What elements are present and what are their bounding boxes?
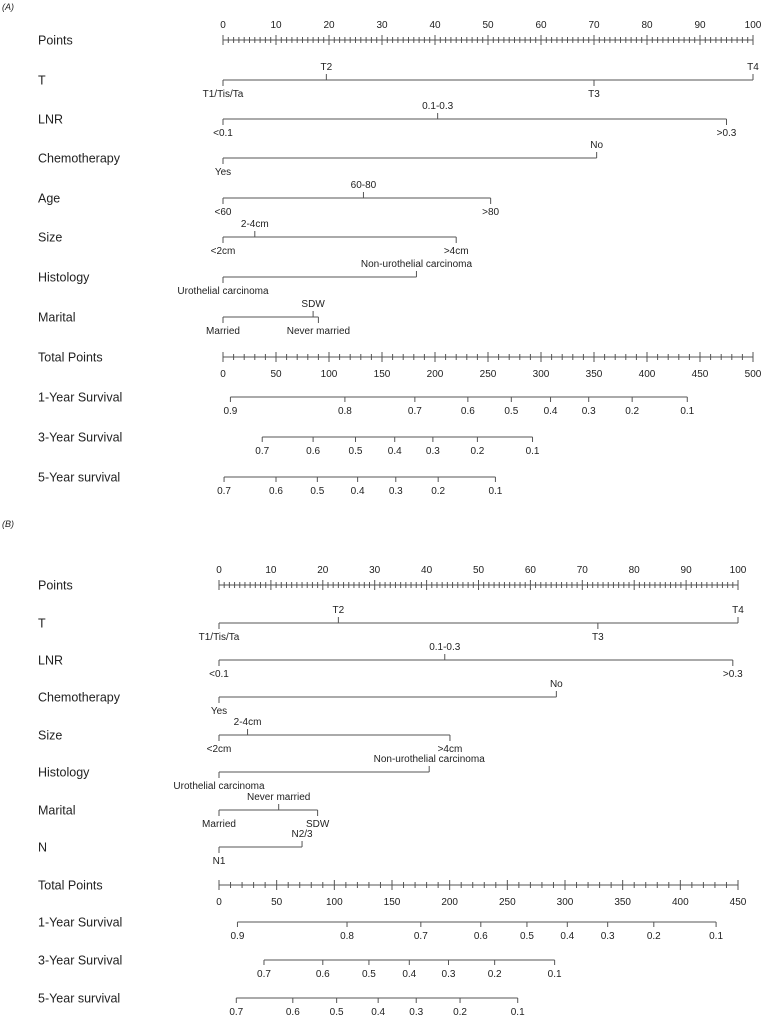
level-label: Urothelial carcinoma [173, 781, 265, 792]
survival-tick-label: 0.1 [709, 931, 724, 942]
survival-tick-label: 0.2 [646, 931, 661, 942]
survival-tick-label: 0.7 [257, 969, 271, 980]
survival-tick-label: 0.4 [371, 1007, 386, 1015]
row-label: Marital [38, 310, 76, 325]
tick-label: 200 [441, 897, 459, 908]
level-label: >0.3 [722, 669, 743, 680]
row-label: LNR [38, 653, 64, 668]
survival-tick-label: 0.5 [348, 446, 363, 457]
level-label: T3 [588, 89, 600, 100]
row-label: T [38, 616, 46, 631]
tick-label: 100 [320, 369, 338, 380]
row-label: LNR [38, 112, 64, 127]
survival-tick-label: 0.3 [409, 1007, 424, 1015]
survival-tick-label: 0.7 [229, 1007, 244, 1015]
level-label: SDW [301, 299, 325, 310]
row-label: Age [38, 191, 61, 206]
row-label: Size [38, 728, 63, 743]
survival-tick-label: 0.2 [487, 969, 502, 980]
level-label: T2 [320, 62, 333, 73]
tick-label: 70 [576, 565, 588, 576]
level-label: T1/Tis/Ta [202, 89, 244, 100]
tick-label: 450 [691, 369, 709, 380]
survival-tick-label: 0.5 [329, 1007, 344, 1015]
row-label: 3-Year Survival [38, 953, 123, 968]
level-label: Never married [247, 792, 311, 803]
survival-tick-label: 0.7 [255, 446, 270, 457]
tick-label: 40 [421, 565, 433, 576]
level-label: T1/Tis/Ta [198, 632, 240, 643]
row-label: Histology [38, 765, 90, 780]
tick-label: 100 [729, 565, 747, 576]
survival-tick-label: 0.6 [315, 969, 330, 980]
row-label: Histology [38, 270, 90, 285]
level-label: <2cm [210, 246, 236, 257]
level-label: No [549, 679, 563, 690]
tick-label: 50 [270, 369, 282, 380]
tick-label: 350 [585, 369, 603, 380]
level-label: T3 [592, 632, 604, 643]
row-label: Marital [38, 803, 76, 818]
level-label: Married [206, 326, 240, 337]
level-label: 2-4cm [233, 717, 262, 728]
tick-label: 90 [680, 565, 692, 576]
level-label: T4 [732, 605, 744, 616]
survival-tick-label: 0.3 [600, 931, 615, 942]
survival-tick-label: 0.3 [441, 969, 456, 980]
survival-tick-label: 0.8 [337, 406, 352, 417]
survival-tick-label: 0.4 [387, 446, 402, 457]
row-label: Chemotherapy [38, 151, 120, 166]
row-label: N [38, 840, 48, 855]
tick-label: 150 [373, 369, 391, 380]
survival-tick-label: 0.1 [525, 446, 540, 457]
level-label: N1 [212, 856, 226, 867]
row-label: Total Points [38, 878, 103, 893]
level-label: >80 [482, 207, 500, 218]
row-label: 3-Year Survival [38, 430, 123, 445]
tick-label: 20 [323, 20, 335, 31]
survival-tick-label: 0.5 [519, 931, 534, 942]
row-label: Points [38, 578, 73, 593]
survival-tick-label: 0.8 [340, 931, 354, 942]
survival-tick-label: 0.1 [547, 969, 562, 980]
row-label: Points [38, 33, 73, 48]
survival-tick-label: 0.6 [269, 486, 283, 497]
level-label: Urothelial carcinoma [177, 286, 269, 297]
tick-label: 40 [429, 20, 441, 31]
survival-tick-label: 0.2 [431, 486, 446, 497]
level-label: 0.1-0.3 [429, 642, 461, 653]
tick-label: 80 [641, 20, 653, 31]
tick-label: 80 [628, 565, 640, 576]
tick-label: 20 [317, 565, 329, 576]
level-label: 0.1-0.3 [422, 101, 454, 112]
tick-label: 10 [265, 565, 277, 576]
tick-label: 10 [270, 20, 282, 31]
tick-label: 450 [729, 897, 747, 908]
tick-label: 0 [216, 565, 222, 576]
survival-tick-label: 0.5 [310, 486, 325, 497]
tick-label: 250 [479, 369, 497, 380]
survival-tick-label: 0.6 [285, 1007, 300, 1015]
tick-label: 30 [376, 20, 388, 31]
tick-label: 100 [325, 897, 343, 908]
level-label: SDW [305, 819, 330, 830]
level-label: >4cm [437, 744, 463, 755]
tick-label: 70 [588, 20, 600, 31]
tick-label: 90 [694, 20, 706, 31]
survival-tick-label: 0.4 [560, 931, 575, 942]
level-label: <2cm [206, 744, 232, 755]
row-label: 1-Year Survival [38, 390, 123, 405]
row-label: Total Points [38, 350, 103, 365]
survival-tick-label: 0.2 [453, 1007, 467, 1015]
survival-tick-label: 0.1 [488, 486, 503, 497]
level-label: <60 [214, 207, 232, 218]
survival-tick-label: 0.6 [473, 931, 488, 942]
level-label: T4 [747, 62, 759, 73]
level-label: <0.1 [213, 128, 233, 139]
tick-label: 250 [498, 897, 516, 908]
survival-tick-label: 0.3 [425, 446, 440, 457]
tick-label: 50 [472, 565, 485, 576]
tick-label: 50 [482, 20, 494, 31]
panel-label: (A) [2, 2, 14, 12]
survival-tick-label: 0.5 [504, 406, 519, 417]
row-label: Chemotherapy [38, 690, 120, 705]
survival-tick-label: 0.4 [350, 486, 365, 497]
survival-tick-label: 0.2 [625, 406, 640, 417]
level-label: >4cm [443, 246, 469, 257]
survival-tick-label: 0.9 [223, 406, 238, 417]
level-label: >0.3 [716, 128, 737, 139]
level-label: Married [202, 819, 236, 830]
tick-label: 400 [638, 369, 656, 380]
tick-label: 300 [532, 369, 550, 380]
level-label: Non-urothelial carcinoma [360, 259, 473, 270]
tick-label: 30 [369, 565, 381, 576]
level-label: Yes [214, 167, 232, 178]
survival-tick-label: 0.6 [306, 446, 321, 457]
tick-label: 300 [556, 897, 574, 908]
survival-tick-label: 0.9 [230, 931, 245, 942]
level-label: T2 [332, 605, 345, 616]
tick-label: 400 [671, 897, 689, 908]
tick-label: 60 [524, 565, 536, 576]
panel-label: (B) [2, 519, 14, 529]
survival-tick-label: 0.6 [460, 406, 475, 417]
level-label: 60-80 [350, 180, 377, 191]
survival-tick-label: 0.3 [581, 406, 596, 417]
row-label: 5-Year survival [38, 470, 121, 485]
survival-tick-label: 0.1 [680, 406, 695, 417]
survival-tick-label: 0.1 [510, 1007, 525, 1015]
tick-label: 0 [216, 897, 222, 908]
tick-label: 100 [744, 20, 762, 31]
survival-tick-label: 0.4 [402, 969, 417, 980]
tick-label: 60 [535, 20, 547, 31]
survival-tick-label: 0.7 [413, 931, 428, 942]
survival-tick-label: 0.7 [407, 406, 422, 417]
row-label: Size [38, 230, 63, 245]
tick-label: 200 [426, 369, 444, 380]
survival-tick-label: 0.2 [470, 446, 485, 457]
survival-tick-label: 0.7 [217, 486, 232, 497]
level-label: 2-4cm [240, 219, 269, 230]
level-label: No [590, 140, 604, 151]
row-label: 1-Year Survival [38, 915, 123, 930]
row-label: 5-Year survival [38, 991, 121, 1006]
tick-label: 50 [271, 897, 283, 908]
row-label: T [38, 73, 46, 88]
tick-label: 350 [614, 897, 632, 908]
tick-label: 150 [383, 897, 401, 908]
level-label: Never married [286, 326, 351, 337]
survival-tick-label: 0.4 [543, 406, 558, 417]
tick-label: 0 [220, 20, 226, 31]
tick-label: 0 [220, 369, 226, 380]
level-label: <0.1 [209, 669, 229, 680]
level-label: N2/3 [291, 829, 313, 840]
tick-label: 500 [744, 369, 762, 380]
level-label: Non-urothelial carcinoma [373, 754, 485, 765]
survival-tick-label: 0.3 [388, 486, 403, 497]
survival-tick-label: 0.5 [361, 969, 376, 980]
level-label: Yes [210, 706, 228, 717]
